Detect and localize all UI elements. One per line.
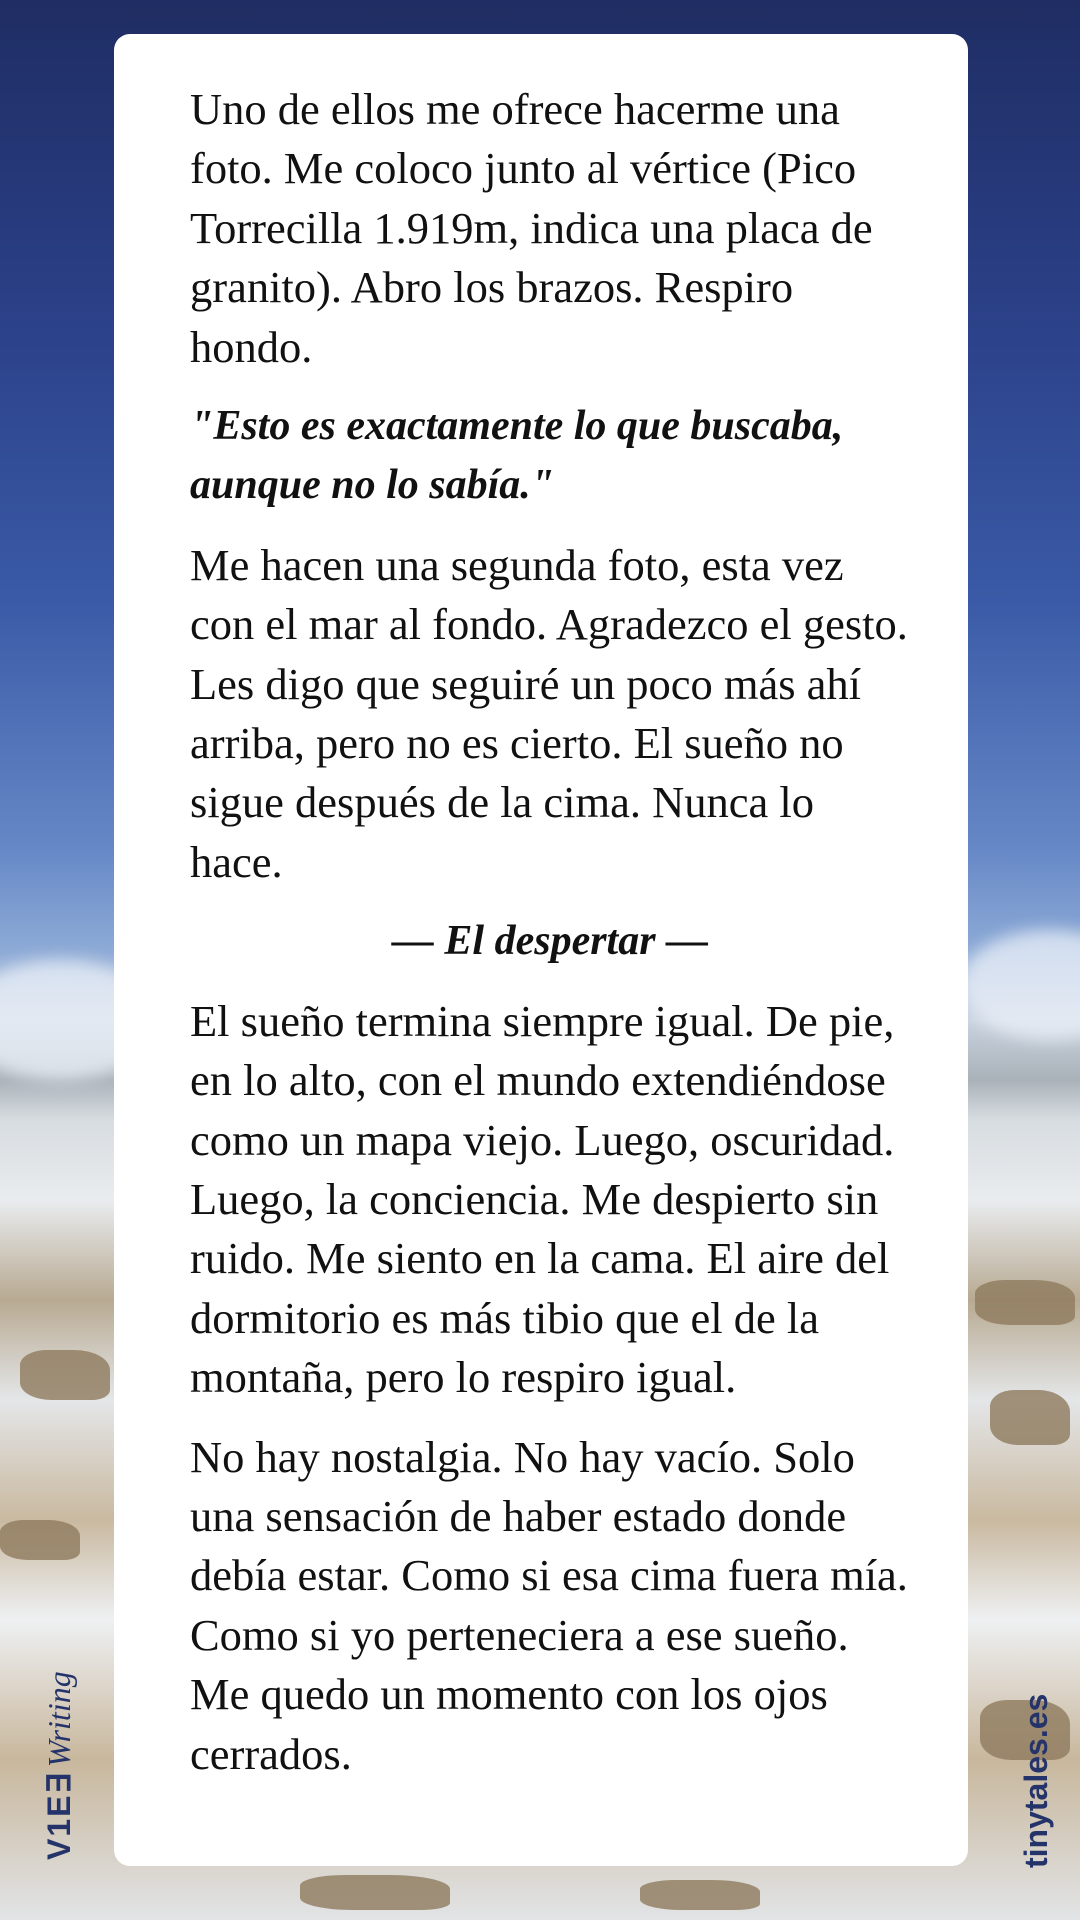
paragraph-3: El sueño termina siempre igual. De pie, en lo alto, con el mundo extendiéndose como un mapa viejo. Luego, oscuridad. Luego, la conciencia. Me despierto sin ruido. Me siento en la cama. El aire del dormitorio es más tibio que el de la montaña, pero lo respiro igual. xyxy=(190,995,895,1403)
rock xyxy=(975,1280,1075,1325)
rock xyxy=(0,1520,80,1560)
rock xyxy=(20,1350,110,1400)
brand-mark: V1E∃ xyxy=(41,1771,77,1860)
section-heading: — El despertar — xyxy=(391,918,709,965)
quote: "Esto es exactamente lo que buscaba, aunque no lo sabía." xyxy=(190,403,844,509)
rock xyxy=(300,1875,450,1910)
brand-word: Writing xyxy=(41,1671,77,1768)
cloud-right xyxy=(960,930,1080,1040)
rock xyxy=(640,1880,760,1910)
story-text xyxy=(190,80,910,1804)
paragraph-2: Me hacen una segunda foto, esta vez con el mar al fondo. Agradezco el gesto. Les digo que seguiré un poco más ahí arriba, pero no es cierto. El sueño no sigue después de la cima. Nunca lo hace. xyxy=(190,539,908,887)
paragraph-4: No hay nostalgia. No hay vacío. Solo una sensación de haber estado donde debía estar. Como si esa cima fuera mía. Como si yo perteneciera a ese sueño. Me quedo un momento con los ojos cerrados. xyxy=(190,1431,908,1779)
brand-url-right[interactable]: tinytales.es xyxy=(1018,1693,1054,1868)
rock xyxy=(990,1390,1070,1445)
brand-logo-left xyxy=(40,1671,78,1860)
paragraph-1: Uno de ellos me ofrece hacerme una foto. Me coloco junto al vértice (Pico Torrecilla 1.919m, indica una placa de granito). Abro los brazos. Respiro hondo. xyxy=(190,84,873,372)
